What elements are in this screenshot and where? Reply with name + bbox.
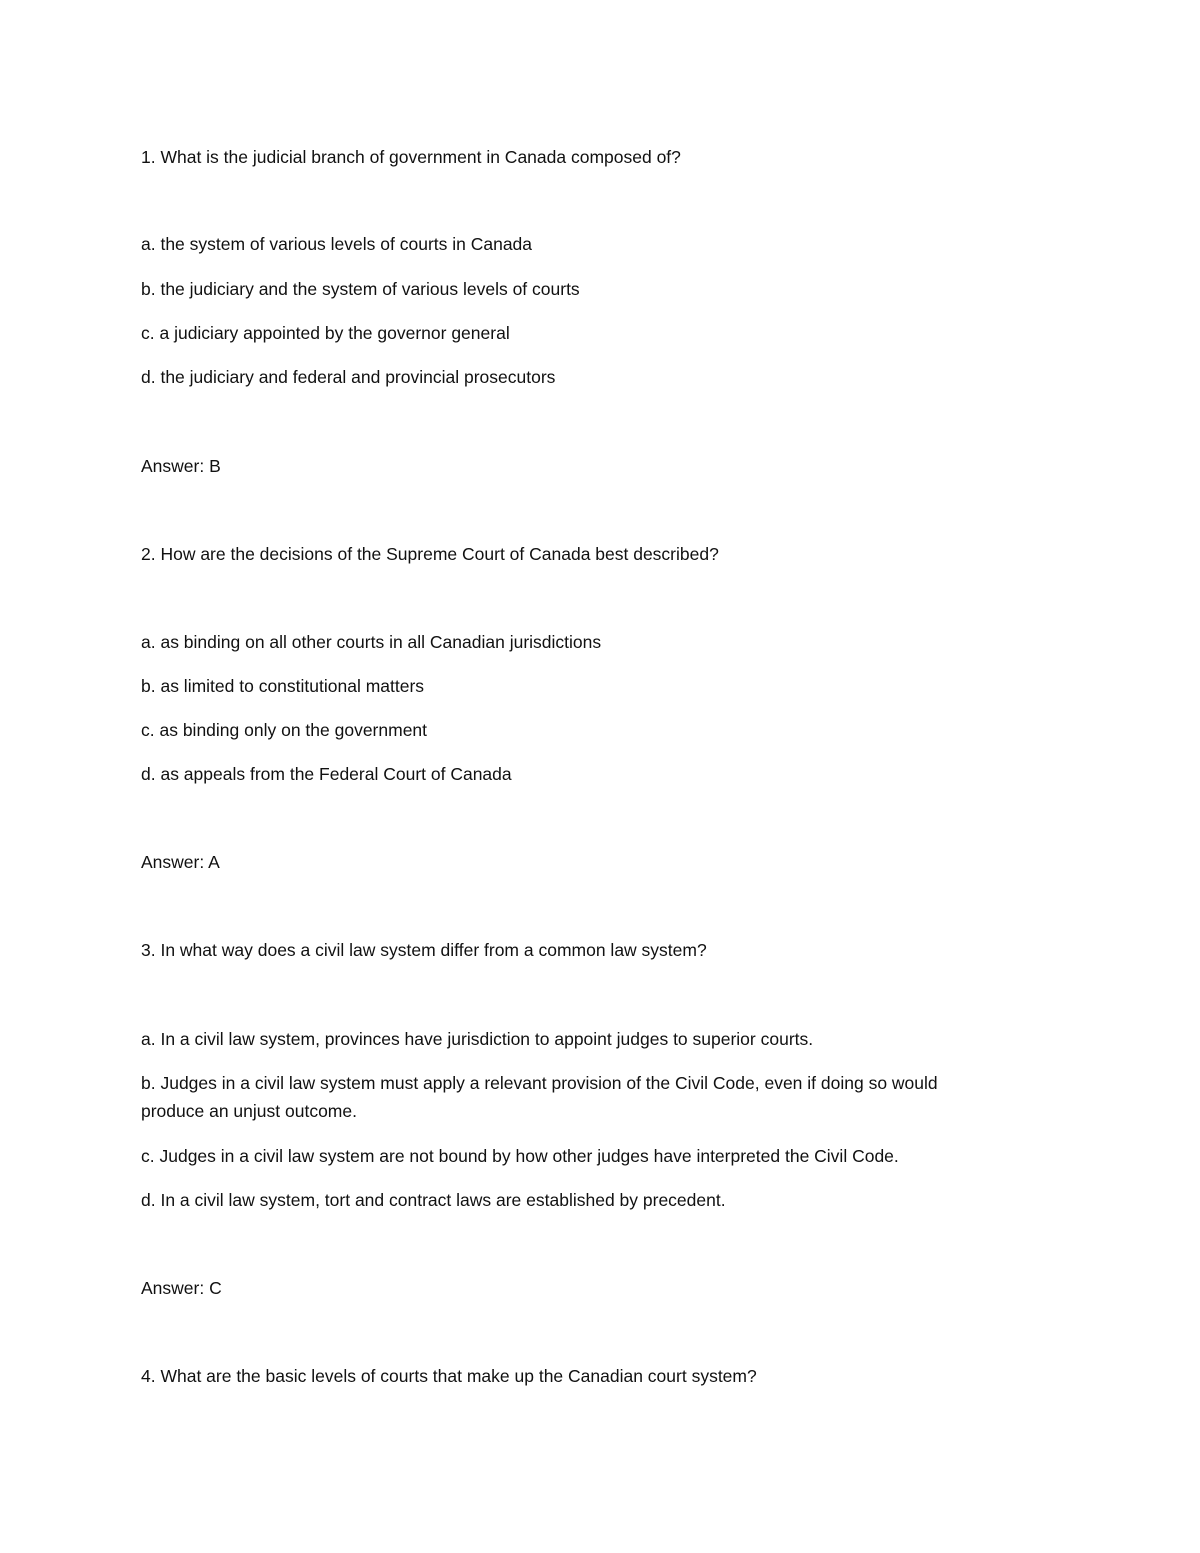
q1-option-b: b. the judiciary and the system of various levels of courts xyxy=(141,279,580,299)
q3-option-b-continued: produce an unjust outcome. xyxy=(141,1101,357,1121)
q2-option-c: c. as binding only on the government xyxy=(141,720,428,740)
q1-option-c: c. a judiciary appointed by the governor general xyxy=(141,323,510,343)
q3-option-b: b. Judges in a civil law system must apply a relevant provision of the Civil Code, even if doing so would xyxy=(141,1073,938,1093)
q3-option-a: a. In a civil law system, provinces have jurisdiction to appoint judges to superior courts. xyxy=(141,1029,814,1049)
q1-option-d: d. the judiciary and federal and provincial prosecutors xyxy=(141,367,556,387)
q3-option-d: d. In a civil law system, tort and contract laws are established by precedent. xyxy=(141,1190,726,1210)
question-3: 3. In what way does a civil law system differ from a common law system? xyxy=(141,940,707,960)
q2-answer: Answer: A xyxy=(141,852,220,872)
q2-option-a: a. as binding on all other courts in all Canadian jurisdictions xyxy=(141,632,602,652)
question-4: 4. What are the basic levels of courts that make up the Canadian court system? xyxy=(141,1366,757,1386)
question-1: 1. What is the judicial branch of government in Canada composed of? xyxy=(141,147,681,167)
q1-option-a: a. the system of various levels of courts in Canada xyxy=(141,234,533,254)
q2-option-b: b. as limited to constitutional matters xyxy=(141,676,425,696)
q3-option-c: c. Judges in a civil law system are not bound by how other judges have interpreted the Civil Code. xyxy=(141,1146,899,1166)
q1-answer: Answer: B xyxy=(141,456,221,476)
q3-answer: Answer: C xyxy=(141,1278,222,1298)
q2-option-d: d. as appeals from the Federal Court of Canada xyxy=(141,764,512,784)
question-2: 2. How are the decisions of the Supreme Court of Canada best described? xyxy=(141,544,719,564)
